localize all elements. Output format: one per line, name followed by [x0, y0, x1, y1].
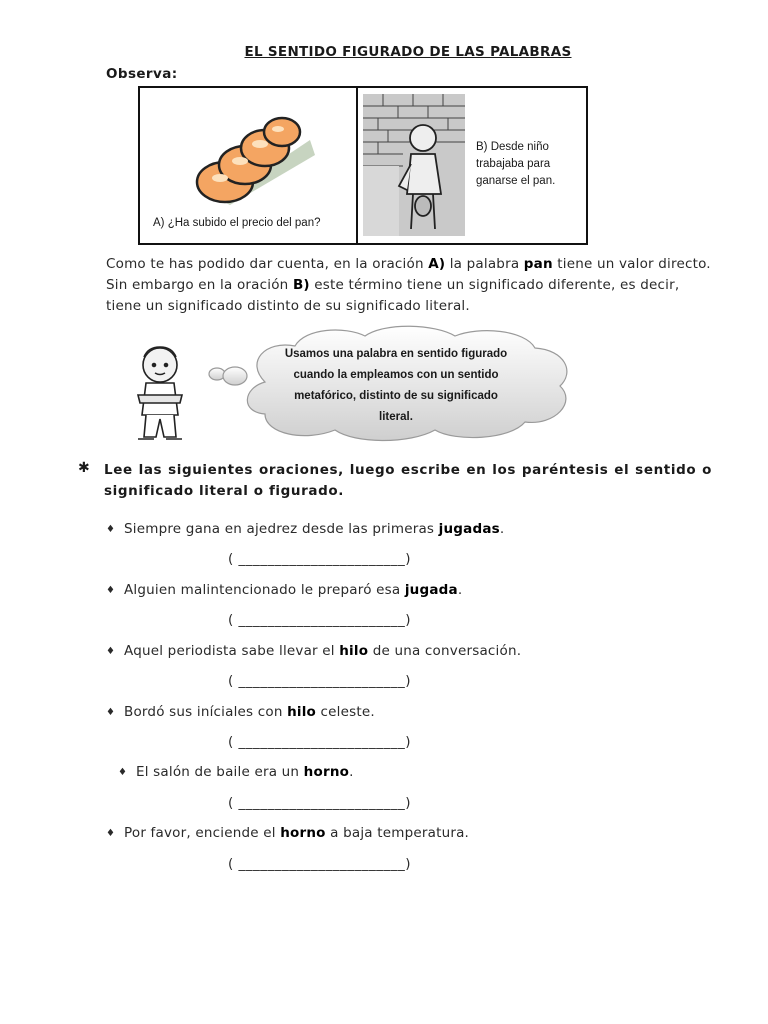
list-item: ♦ Por favor, enciende el horno a baja temperatura. [106, 825, 470, 841]
answer-blank[interactable]: ( _______________________) [228, 673, 412, 689]
bread-loaf-illustration [190, 110, 320, 210]
explanation-line-3: tiene un significado distinto de su significado literal. [106, 298, 470, 314]
list-item: ♦ Siempre gana en ajedrez desde las primeras jugadas. [106, 521, 505, 537]
list-item: ♦ Aquel periodista sabe llevar el hilo de una conversación. [106, 643, 522, 659]
thought-bubble-text: Usamos una palabra en sentido figurado cuando la empleamos con un sentido metafórico, distinto de su significado literal. [284, 348, 508, 423]
thinking-boy-icon [124, 345, 196, 445]
diamond-bullet-icon: ♦ [118, 767, 128, 778]
caption-b: B) Desde niño trabajaba para ganarse el pan. [476, 141, 556, 187]
figure-divider [356, 86, 358, 245]
page-title: EL SENTIDO FIGURADO DE LAS PALABRAS [244, 44, 572, 60]
diamond-bullet-icon: ♦ [106, 828, 116, 839]
answer-blank[interactable]: ( _______________________) [228, 612, 412, 628]
answer-blank[interactable]: ( _______________________) [228, 795, 412, 811]
instruction-text: Lee las siguientes oraciones, luego escribe en los paréntesis el sentido o significado literal o figurado. [104, 462, 712, 499]
observa-heading: Observa: [106, 66, 178, 82]
answer-blank[interactable]: ( _______________________) [228, 734, 412, 750]
boy-carrying-bread-illustration [363, 94, 465, 236]
answer-blank[interactable]: ( _______________________) [228, 856, 412, 872]
list-item: ♦ Alguien malintencionado le preparó esa jugada. [106, 582, 463, 598]
asterisk-bullet-icon: ✱ [78, 460, 90, 476]
diamond-bullet-icon: ♦ [106, 524, 116, 535]
caption-a: A) ¿Ha subido el precio del pan? [153, 217, 321, 229]
explanation-line-2: Sin embargo en la oración B) este término tiene un significado diferente, es decir, [106, 277, 680, 293]
diamond-bullet-icon: ♦ [106, 585, 116, 596]
list-item: ♦ Bordó sus iníciales con hilo celeste. [106, 704, 375, 720]
list-item: ♦ El salón de baile era un horno. [118, 764, 354, 780]
answer-blank[interactable]: ( _______________________) [228, 551, 412, 567]
diamond-bullet-icon: ♦ [106, 707, 116, 718]
explanation-line-1: Como te has podido dar cuenta, en la oración A) la palabra pan tiene un valor directo. [106, 256, 711, 272]
diamond-bullet-icon: ♦ [106, 646, 116, 657]
